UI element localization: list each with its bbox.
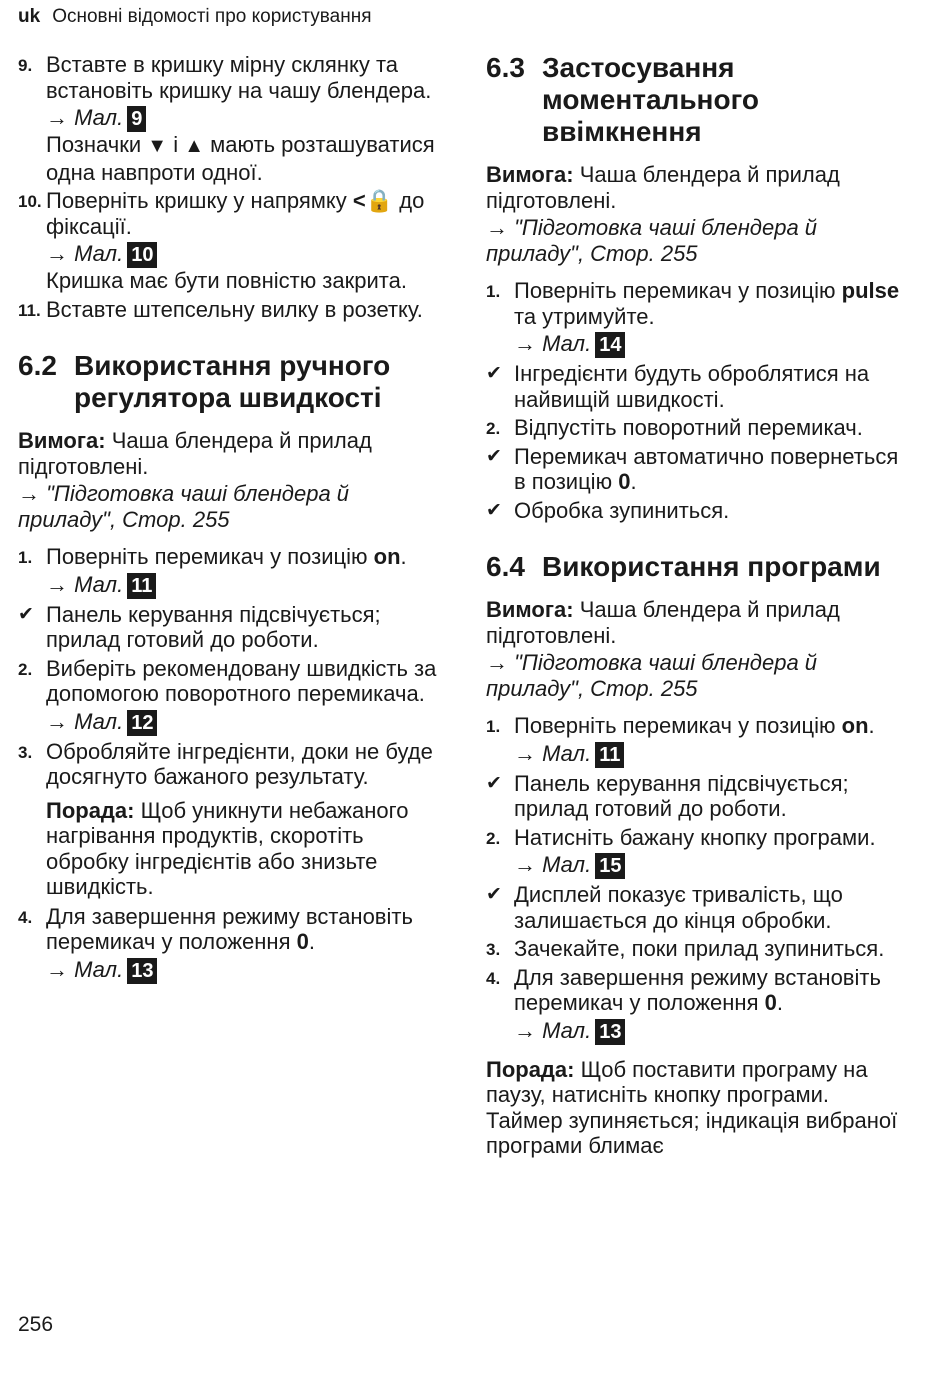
- checkmark-icon: ✔: [486, 363, 502, 384]
- step-number: 11.: [18, 300, 41, 320]
- step-1: [486, 713, 906, 768]
- cross-reference-link[interactable]: → "Підготовка чаші блендера й приладу", Стор. 255: [486, 650, 818, 701]
- step-number: 1.: [18, 548, 33, 567]
- figure-number-badge: 14: [595, 332, 625, 358]
- step-number: 2.: [486, 828, 501, 848]
- ref-label: → Мал.: [514, 331, 592, 356]
- step-2: [486, 825, 906, 880]
- right-column: [486, 52, 906, 1159]
- step-4: [486, 965, 906, 1045]
- step-text: [46, 188, 438, 239]
- step-text: Вставте штепсельну вилку в розетку.: [46, 296, 423, 322]
- lock-direction-icon: <🔒: [352, 188, 394, 213]
- figure-reference: [46, 105, 438, 132]
- figure-number-badge: 10: [127, 242, 157, 268]
- section-number: 6.2: [18, 350, 57, 381]
- language-code: uk: [18, 6, 41, 27]
- step-text-part: Поверніть перемикач у позицію: [514, 278, 836, 303]
- checkmark-icon: ✔: [486, 499, 502, 521]
- result-text: Панель керування підсвічується; прилад готовий до роботи.: [514, 770, 849, 821]
- figure-number-badge: 13: [127, 958, 157, 984]
- figure-number-badge: 12: [127, 710, 157, 736]
- page-header: [18, 5, 372, 29]
- section-heading-6-2: [18, 350, 438, 414]
- requirement-label: Вимога:: [486, 162, 574, 187]
- switch-position: pulse: [841, 278, 900, 303]
- tip-label: Порада:: [46, 797, 135, 823]
- triangle-down-icon: ▼: [147, 135, 168, 157]
- tip: [18, 798, 438, 900]
- note-text: і: [173, 132, 179, 157]
- result-item: [18, 602, 438, 653]
- header-title: Основні відомості про користування: [52, 6, 372, 27]
- ref-label: → Мал.: [46, 105, 124, 130]
- step-text-part: .: [868, 713, 875, 738]
- requirement: [486, 597, 906, 648]
- section-number: 6.4: [486, 551, 525, 582]
- section-title: Застосування моментального ввімкнення: [542, 52, 759, 147]
- step-text: Виберіть рекомендовану швидкість за допомогою поворотного перемикача.: [46, 655, 437, 706]
- result-text: Інгредієнти будуть оброблятися на найвищій швидкості.: [514, 361, 870, 412]
- step-text-part: Поверніть перемикач у позицію: [514, 713, 836, 738]
- requirement-text: Чаша блендера й прилад підготовлені.: [486, 162, 840, 213]
- tip-text: Щоб уникнути небажаного нагрівання продуктів, скоротіть обробку інгредієнтів або знизьте швидкість.: [46, 797, 409, 899]
- page-number: 256: [18, 1313, 54, 1336]
- result-text-part: Перемикач автоматично повернеться в позицію: [514, 443, 899, 494]
- result-item: [486, 498, 906, 524]
- section-heading-6-3: [486, 52, 906, 148]
- figure-number-badge: 11: [127, 573, 156, 599]
- tip-label: Порада:: [486, 1056, 575, 1082]
- result-item: [486, 444, 906, 495]
- checkmark-icon: ✔: [486, 884, 502, 905]
- ref-label: → Мал.: [46, 956, 124, 982]
- figure-number-badge: 11: [595, 742, 624, 768]
- step-11: [18, 297, 438, 323]
- tip: [486, 1057, 906, 1159]
- note-text: мають розташуватися одна навпроти одної.: [46, 132, 435, 185]
- step-text: [46, 904, 438, 955]
- step-9: [18, 52, 438, 185]
- ref-label: → Мал.: [46, 708, 124, 734]
- figure-reference: [46, 709, 438, 736]
- step-2: [18, 656, 438, 736]
- switch-position: 0: [764, 990, 777, 1015]
- step-4: [18, 904, 438, 984]
- step-text-part: .: [308, 929, 315, 954]
- section-title: Використання ручного регулятора швидкості: [74, 350, 391, 413]
- step-number: 3.: [18, 742, 33, 762]
- step-text: Натисніть бажану кнопку програми.: [514, 824, 876, 850]
- section-number: 6.3: [486, 52, 525, 83]
- step-number: 1.: [486, 717, 501, 736]
- step-text: [46, 544, 438, 570]
- switch-position: 0: [296, 929, 309, 954]
- figure-reference: [514, 741, 906, 768]
- step-text-part: Поверніть перемикач у позицію: [46, 544, 368, 569]
- step-text-part: Поверніть кришку у напрямку: [46, 188, 347, 213]
- switch-position: 0: [618, 469, 631, 494]
- figure-number-badge: 13: [595, 1019, 625, 1045]
- step-1: [18, 544, 438, 599]
- result-item: [486, 771, 906, 822]
- figure-reference: [46, 957, 438, 984]
- step-number: 1.: [486, 282, 501, 301]
- step-text-part: .: [776, 990, 783, 1015]
- step-text-part: Для завершення режиму встановіть перемикач у положення: [514, 964, 881, 1015]
- result-text-part: .: [630, 469, 637, 494]
- result-text: Дисплей показує тривалість, що залишається до кінця обробки.: [514, 882, 843, 933]
- triangle-up-icon: ▲: [184, 135, 205, 157]
- section-heading-6-4: [486, 551, 906, 583]
- step-text: [514, 713, 906, 739]
- switch-position: on: [373, 544, 401, 569]
- step-text-part: до фіксації.: [46, 188, 425, 239]
- result-item: [486, 882, 906, 933]
- step-text-part: Для завершення режиму встановіть перемикач у положення: [46, 903, 413, 954]
- step-2: [486, 415, 906, 441]
- step-text: Вставте в кришку мірну склянку та встановіть кришку на чашу блендера.: [46, 52, 432, 103]
- step-note: Кришка має бути повністю закрита.: [46, 268, 407, 293]
- step-text: Зачекайте, поки прилад зупиниться.: [514, 936, 885, 961]
- ref-label: → Мал.: [514, 852, 592, 877]
- ref-label: → Мал.: [46, 241, 124, 266]
- step-text-part: та утримуйте.: [514, 303, 655, 329]
- checkmark-icon: ✔: [486, 772, 502, 794]
- figure-number-badge: 9: [127, 106, 146, 132]
- step-text: Обробляйте інгредієнти, доки не буде досягнуто бажаного результату.: [46, 738, 433, 789]
- requirement-text: Чаша блендера й прилад підготовлені.: [18, 428, 372, 479]
- figure-reference: [46, 572, 438, 599]
- cross-reference-link[interactable]: → "Підготовка чаші блендера й приладу", Стор. 255: [18, 481, 350, 532]
- step-number: 4.: [486, 968, 501, 988]
- step-text: [514, 965, 906, 1016]
- figure-reference: [514, 1018, 906, 1045]
- result-item: [486, 361, 906, 412]
- result-text: Обробка зупиниться.: [514, 497, 730, 523]
- step-3: [486, 936, 906, 962]
- step-text: [514, 278, 906, 329]
- step-text-part: .: [400, 544, 407, 569]
- step-10: [18, 188, 438, 294]
- step-text: Відпустіть поворотний перемикач.: [514, 415, 863, 440]
- switch-position: on: [841, 713, 869, 738]
- requirement-text: Чаша блендера й прилад підготовлені.: [486, 597, 840, 648]
- step-1: [486, 278, 906, 358]
- requirement-label: Вимога:: [486, 597, 574, 622]
- step-number: 2.: [18, 659, 33, 679]
- step-3: [18, 739, 438, 790]
- result-text: [514, 444, 906, 495]
- step-number: 10.: [18, 192, 42, 211]
- checkmark-icon: ✔: [18, 603, 34, 625]
- tip-text: Щоб поставити програму на паузу, натисніть кнопку програми. Таймер зупиняється; індикація вибраної програми блимає: [486, 1056, 898, 1158]
- ref-label: → Мал.: [46, 571, 124, 597]
- step-number: 3.: [486, 940, 501, 959]
- checkmark-icon: ✔: [486, 445, 502, 467]
- section-title: Використання програми: [542, 551, 881, 582]
- left-column: [18, 52, 438, 987]
- requirement: [18, 428, 438, 479]
- ref-label: → Мал.: [514, 1017, 592, 1043]
- step-number: 4.: [18, 907, 33, 927]
- cross-reference-link[interactable]: → "Підготовка чаші блендера й приладу", Стор. 255: [486, 215, 818, 266]
- figure-reference: [514, 331, 906, 358]
- step-note: [46, 132, 438, 185]
- requirement-label: Вимога:: [18, 428, 106, 453]
- step-number: 9.: [18, 56, 33, 75]
- note-text: Позначки: [46, 132, 142, 157]
- requirement: [486, 162, 906, 213]
- figure-reference: [46, 241, 438, 268]
- figure-number-badge: 15: [595, 853, 625, 879]
- ref-label: → Мал.: [514, 740, 592, 766]
- result-text: Панель керування підсвічується; прилад готовий до роботи.: [46, 601, 381, 652]
- figure-reference: [514, 852, 906, 879]
- step-number: 2.: [486, 419, 501, 438]
